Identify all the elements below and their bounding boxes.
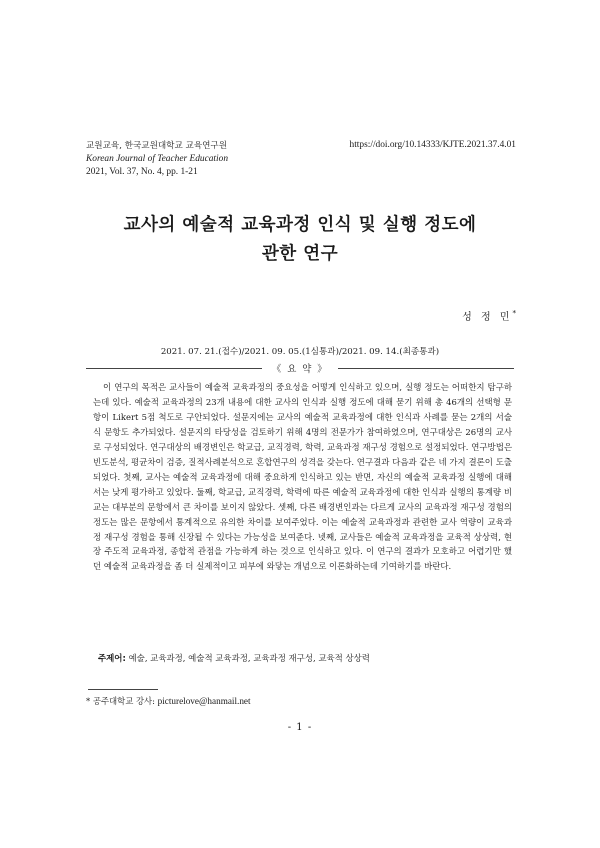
- publisher-line: 교원교육, 한국교원대학교 교육연구원: [86, 141, 228, 151]
- footnote-divider: [88, 689, 158, 690]
- author: [462, 308, 516, 323]
- abstract-text: 이 연구의 목적은 교사들이 예술적 교육과정의 중요성을 어떻게 인식하고 있으며, 실행 정도는 어떠한지 탐구하는데 있다. 예술적 교육과정의 23개 내용에 대한 교사의 인식과 실행 정도에 대해 묻기 위해 총 46개의 선택형 문항이 Likert 5점 척도로 구안되었다. 설문지에는 교사의 예술적 교육과정에 대한 인식과 사례를 묻는 2개의 서술식 문항도 추가되었다. 설문지의 타당성을 검토하기 위해 4명의 전문가가 참여하였으며, 연구대상은 26명의 교사로 구성되었다. 연구대상의 배경변인은 학교급, 교직경력, 학력, 교육과정 재구성 경험으로 설정되었다. 연구방법은 빈도분석, 평균차이 검증, 질적사례분석으로 혼합연구의 성격을 갖는다. 연구결과 다음과 같은 네 가지 결론이 도출되었다. 첫째, 교사는 예술적 교육과정에 대해 중요하게 인식하고 있는 반면, 자신의 예술적 교육과정 실행에 대해서는 낮게 평가하고 있었다. 둘째, 학교급, 교직경력, 학력에 따른 예술적 교육과정에 대한 인식과 실행의 통계량 비교는 대부분의 문항에서 큰 차이를 보이지 않았다. 셋째, 다른 배경변인과는 다르게 교사의 교육과정 재구성 경험의 정도는 많은 문항에서 통계적으로 유의한 차이를 보여주었다. 이는 예술적 교육과정과 관련한 교사 역량이 교육과정 재구성 경험을 통해 신장될 수 있다는 가능성을 보여준다. 넷째, 교사들은 예술적 교육과정을 교육적 상상력, 현장 주도적 교육과정, 종합적 관점을 가능하게 하는 것으로 인식하고 있다. 이 연구의 결과가 모호하고 어렵기만 했던 예술적 교육과정을 좀 더 실제적이고 피부에 와닿는 개념으로 이론화하는데 기여하기를 바란다.: [93, 382, 512, 572]
- author-footnote-mark: *: [512, 309, 516, 318]
- volume-line: 2021, Vol. 37, No. 4, pp. 1-21: [86, 167, 198, 177]
- title-line-2: 관한 연구: [261, 244, 339, 264]
- abstract-rule-right: [338, 368, 514, 369]
- keywords-list: 예술, 교육과정, 예술적 교육과정, 교육과정 재구성, 교육적 상상력: [128, 653, 370, 663]
- footnote-email[interactable]: picturelove@hanmail.net: [157, 696, 251, 706]
- paper-title: [60, 211, 540, 269]
- abstract-body: [93, 380, 512, 574]
- journal-header: [86, 140, 346, 179]
- submission-dates: 2021. 07. 21.(접수)/2021. 09. 05.(1심통과)/2021. 09. 14.(최종통과): [160, 347, 440, 357]
- author-name: 성 정 민: [462, 312, 513, 323]
- title-line-1: 교사의 예술적 교육과정 인식 및 실행 정도에: [123, 215, 477, 235]
- keywords: [98, 652, 370, 664]
- footnote-affiliation: * 공주대학교 강사:: [86, 696, 155, 706]
- page-number: - 1 -: [287, 722, 313, 733]
- abstract-heading-label: 《 요 약 》: [271, 364, 329, 375]
- keywords-label: 주제어:: [98, 653, 126, 663]
- abstract-heading: [86, 360, 514, 376]
- doi-link[interactable]: https://doi.org/10.14333/KJTE.2021.37.4.01: [349, 140, 516, 150]
- author-footnote: [86, 695, 251, 707]
- journal-english-name: Korean Journal of Teacher Education: [86, 154, 229, 164]
